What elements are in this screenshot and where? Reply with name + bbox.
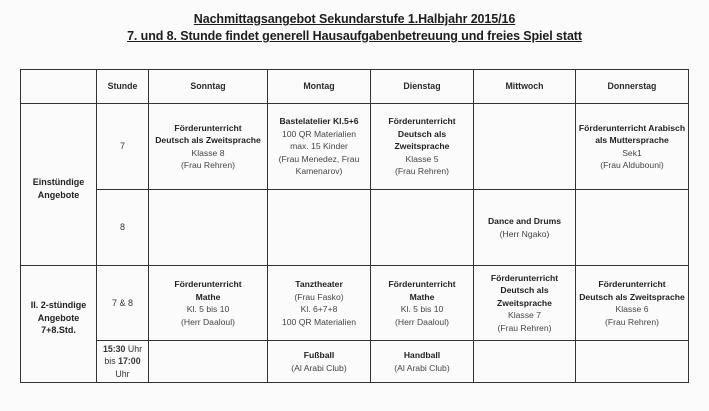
course-teacher: (Frau Rehren) [181,160,235,170]
course-class: Klasse 7 [508,310,541,321]
course-class: Kl. 5 bis 10 [186,304,230,314]
cell-time-dienstag [371,341,474,383]
course-teacher: (Frau Rehren) [605,316,659,327]
course-teacher: (Frau Menedez, Frau [278,153,360,164]
course-title: Mathe [409,291,435,302]
stunde-cell: 7 [97,104,149,190]
header-sonntag: Sonntag [149,70,268,104]
course-title: Förderunterricht [388,116,456,127]
cell-r78-montag [268,266,371,341]
cell-r7-donnerstag [576,104,689,190]
course-title: Dance and Drums [487,216,562,226]
cell-r78-sonntag [149,266,268,341]
course-title: Förderunterricht [174,122,242,133]
course-title: Förderunterricht [174,279,242,289]
cell-r78-dienstag [371,266,474,341]
header-row [21,70,689,104]
group-label-line: II. 2-stündige [30,300,87,311]
row-stunde-8 [21,190,689,266]
row-stunde-7 [21,104,689,190]
course-class: Klasse 6 [615,304,649,314]
header-donnerstag: Donnerstag [576,70,689,104]
cell-r7-sonntag [149,104,268,190]
course-teacher: (Frau Aldubouni) [600,160,664,170]
group-einstuendig [21,104,97,266]
group-label-line: Einstündige [32,177,85,187]
cell-time-sonntag [149,341,268,383]
course-teacher: (Herr Daaloul) [181,316,235,327]
course-detail: 100 QR Materialien [281,316,357,327]
stunde-cell: 8 [97,190,149,266]
document-title: Nachmittagsangebot Sekundarstufe 1.Halbjahr 2015/16 [193,12,516,26]
group-label-line: Angebote [37,189,80,200]
cell-r78-donnerstag [576,266,689,341]
cell-r78-mittwoch [474,266,576,341]
course-title: Förderunterricht [388,279,456,289]
course-title: Bastelatelier Kl.5+6 [279,116,359,127]
schedule-table [20,69,689,383]
time-end: 17:00 [118,356,141,367]
cell-time-montag [268,341,371,383]
time-start: 15:30 [102,343,126,354]
course-club: (Al Arabi Club) [394,362,450,373]
course-title: Zweitsprache [497,297,552,308]
course-title: Zweitsprache [394,141,450,152]
cell-r8-dienstag [371,190,474,266]
course-teacher: Kamenarov) [295,166,343,177]
course-title: Förderunterricht [490,272,559,283]
group-label-line: Angebote [37,312,80,323]
course-teacher: (Frau Rehren) [497,322,552,333]
header-dienstag: Dienstag [371,70,474,104]
course-title: Tanztheater [295,279,343,289]
course-title: Mathe [195,291,221,302]
course-teacher: (Frau Rehren) [395,166,449,177]
document-subtitle: 7. und 8. Stunde findet generell Hausaufgabenbetreuung und freies Spiel statt [127,29,582,43]
course-title: Deutsch als Zweitsprache [579,291,685,302]
course-teacher: (Herr Ngako) [499,228,550,239]
time-unit: Uhr [115,368,130,379]
course-title: Deutsch als Zweitsprache [155,135,261,145]
course-class: Klasse 8 [191,147,225,158]
cell-r8-sonntag [149,190,268,266]
cell-r8-donnerstag [576,190,689,266]
cell-r8-mittwoch [474,190,576,266]
time-cell [97,341,149,383]
course-title: Fußball [303,350,335,360]
header-montag: Montag [268,70,371,104]
course-title: Förderunterricht [598,279,666,289]
time-unit: Uhr [125,343,143,354]
course-title: Deutsch als [500,285,549,296]
time-bis: bis [104,356,119,367]
cell-time-donnerstag [576,341,689,383]
cell-r7-mittwoch [474,104,576,190]
cell-r8-montag [268,190,371,266]
course-title: Handball [403,350,441,360]
header-empty [21,70,97,104]
course-title: als Muttersprache [595,135,669,145]
course-teacher: (Frau Fasko) [294,291,344,302]
stunde-cell: 7 & 8 [97,266,149,341]
cell-r7-montag [268,104,371,190]
course-class: Klasse 5 [405,153,439,164]
course-title: Deutsch als [397,128,447,139]
header-mittwoch: Mittwoch [474,70,576,104]
cell-r7-dienstag [371,104,474,190]
course-detail: 100 QR Materialien [281,128,357,139]
course-teacher: (Herr Daaloul) [395,316,449,327]
course-class: Sek1 [622,147,642,158]
course-club: (Al Arabi Club) [291,362,347,373]
group-label-line: 7+8.Std. [41,325,76,336]
group-zweistuendig [21,266,97,383]
course-class: Kl. 5 bis 10 [400,304,444,314]
course-title: Förderunterricht Arabisch [578,122,686,133]
row-stunde-7-8 [21,266,689,341]
header-stunde: Stunde [97,70,149,104]
course-class: Kl. 6+7+8 [300,304,338,314]
cell-time-mittwoch [474,341,576,383]
course-detail: max. 15 Kinder [290,141,348,152]
row-time-1530-1700 [21,341,689,383]
